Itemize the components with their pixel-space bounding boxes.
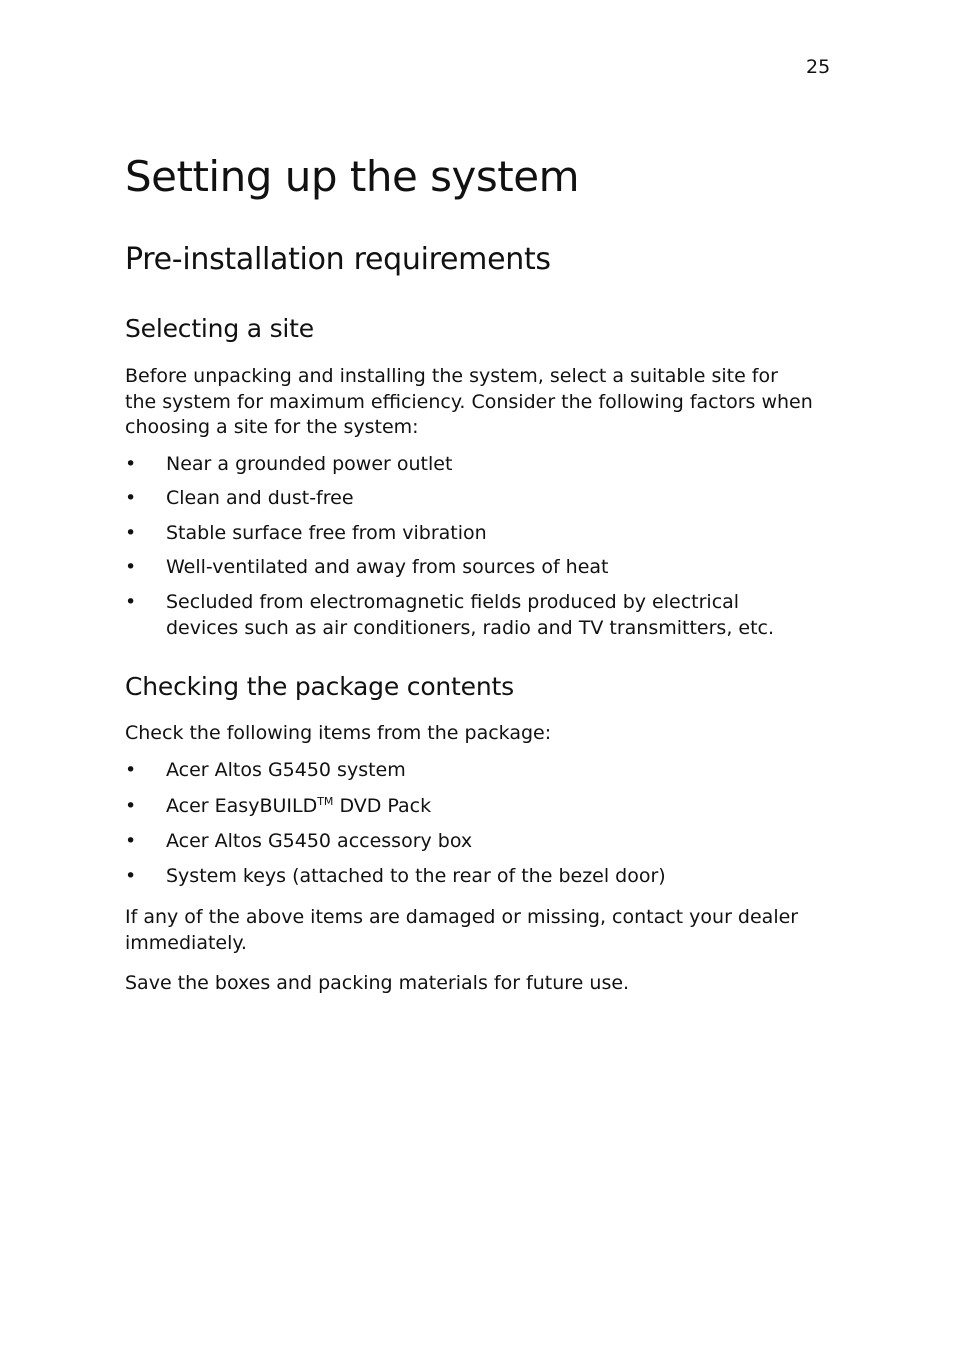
selecting-site-intro: Before unpacking and installing the system, select a suitable site for the system for maximum efficiency. Consider the following factors when choosing a site for the system: (125, 365, 813, 438)
page-number: 25 (806, 56, 831, 78)
bullet-icon: • (125, 794, 137, 817)
list-item (125, 590, 815, 641)
list-item-text: Acer EasyBUILD (166, 794, 318, 817)
bullet-icon: • (125, 556, 137, 578)
list-item (125, 452, 815, 478)
trademark-mark: TM (317, 794, 334, 808)
list-item (125, 521, 815, 547)
list-item-text: Secluded from electromagnetic fields produced by electrical devices such as air conditioners, radio and TV transmitters, etc. (166, 591, 775, 639)
package-contents-intro: Check the following items from the package: (125, 722, 552, 744)
list-item (125, 794, 815, 820)
list-item-text: Well-ventilated and away from sources of heat (166, 556, 609, 578)
subsection-heading-package-contents: Checking the package contents (125, 672, 514, 701)
bullet-icon: • (125, 522, 137, 544)
bullet-icon: • (125, 453, 137, 475)
bullet-icon: • (125, 591, 137, 613)
bullet-icon: • (125, 759, 137, 781)
subsection-heading-selecting-site: Selecting a site (125, 314, 314, 343)
list-item-text: Near a grounded power outlet (166, 453, 453, 475)
list-item-text: Clean and dust-free (166, 487, 354, 509)
list-item (125, 758, 815, 784)
list-item (125, 486, 815, 512)
save-packaging-note: Save the boxes and packing materials for future use. (125, 972, 630, 994)
section-heading: Pre-installation requirements (125, 242, 551, 277)
package-items-list (125, 758, 815, 889)
bullet-icon: • (125, 487, 137, 509)
damaged-items-note: If any of the above items are damaged or missing, contact your dealer immediately. (125, 906, 799, 954)
page-title: Setting up the system (125, 152, 579, 201)
list-item-text: System keys (attached to the rear of the bezel door) (166, 864, 666, 887)
bullet-icon: • (125, 830, 137, 852)
list-item-text-suffix: DVD Pack (333, 794, 432, 817)
list-item (125, 864, 815, 890)
site-factors-list (125, 452, 815, 641)
list-item (125, 555, 815, 581)
list-item-text: Acer Altos G5450 system (166, 759, 406, 781)
list-item (125, 829, 815, 855)
list-item-text: Stable surface free from vibration (166, 522, 487, 544)
bullet-icon: • (125, 864, 137, 887)
list-item-text: Acer Altos G5450 accessory box (166, 830, 473, 852)
